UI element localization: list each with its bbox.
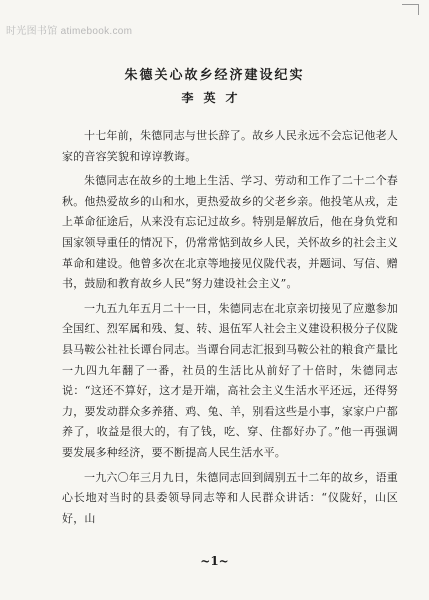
paragraph: 朱德同志在故乡的土地上生活、学习、劳动和工作了二十二个春秋。他热爱故乡的山和水，更热爱故乡的父老乡亲。他投笔从戎，走上革命征途后，从来没有忘记过故乡。特别是解放后，他在身负党和国家领导重任的情况下，仍常常惦到故乡人民，关怀故乡的社会主义革命和建设。他曾多次在北京等地接见仪陇代表，并题词、写信、赠书，鼓励和教育故乡人民“努力建设社会主义”。 [62,174,398,291]
article-body [62,126,398,533]
page-number: ~1~ [200,554,229,568]
paragraph: 一九六〇年三月九日，朱德同志回到阔别五十二年的故乡，语重心长地对当时的县委领导同志等和人民群众讲话：“仪陇好，山区好，山 [62,470,398,525]
paragraph: 十七年前，朱德同志与世长辞了。故乡人民永远不会忘记他老人家的音容笑貌和谆谆教诲。 [62,129,398,163]
scan-corner-mark [402,4,419,15]
document-author: 李英才 [181,91,248,105]
document-title: 朱德关心故乡经济建设纪实 [124,68,305,83]
watermark-text: 时光图书馆 atimebook.com [6,26,133,37]
paragraph: 一九五九年五月二十一日，朱德同志在北京亲切接见了应邀参加全国红、烈军属和残、复、转、退伍军人社会主义建设积极分子仪陇县马鞍公社社长谭台同志。当谭台同志汇报到马鞍公社的粮食产量比一九四九年翻了一番，社员的生活比从前好了十倍时，朱德同志说：“这还不算好，这才是开端，高社会主义生活水平还远，还得努力，要发动群众多养猪、鸡、兔、羊，别看这些是小事，家家户户都养了，收益是很大的，有了钱，吃、穿、住都好办了。”他一再强调要发展多种经济，要不断提高人民生活水平。 [62,301,398,459]
